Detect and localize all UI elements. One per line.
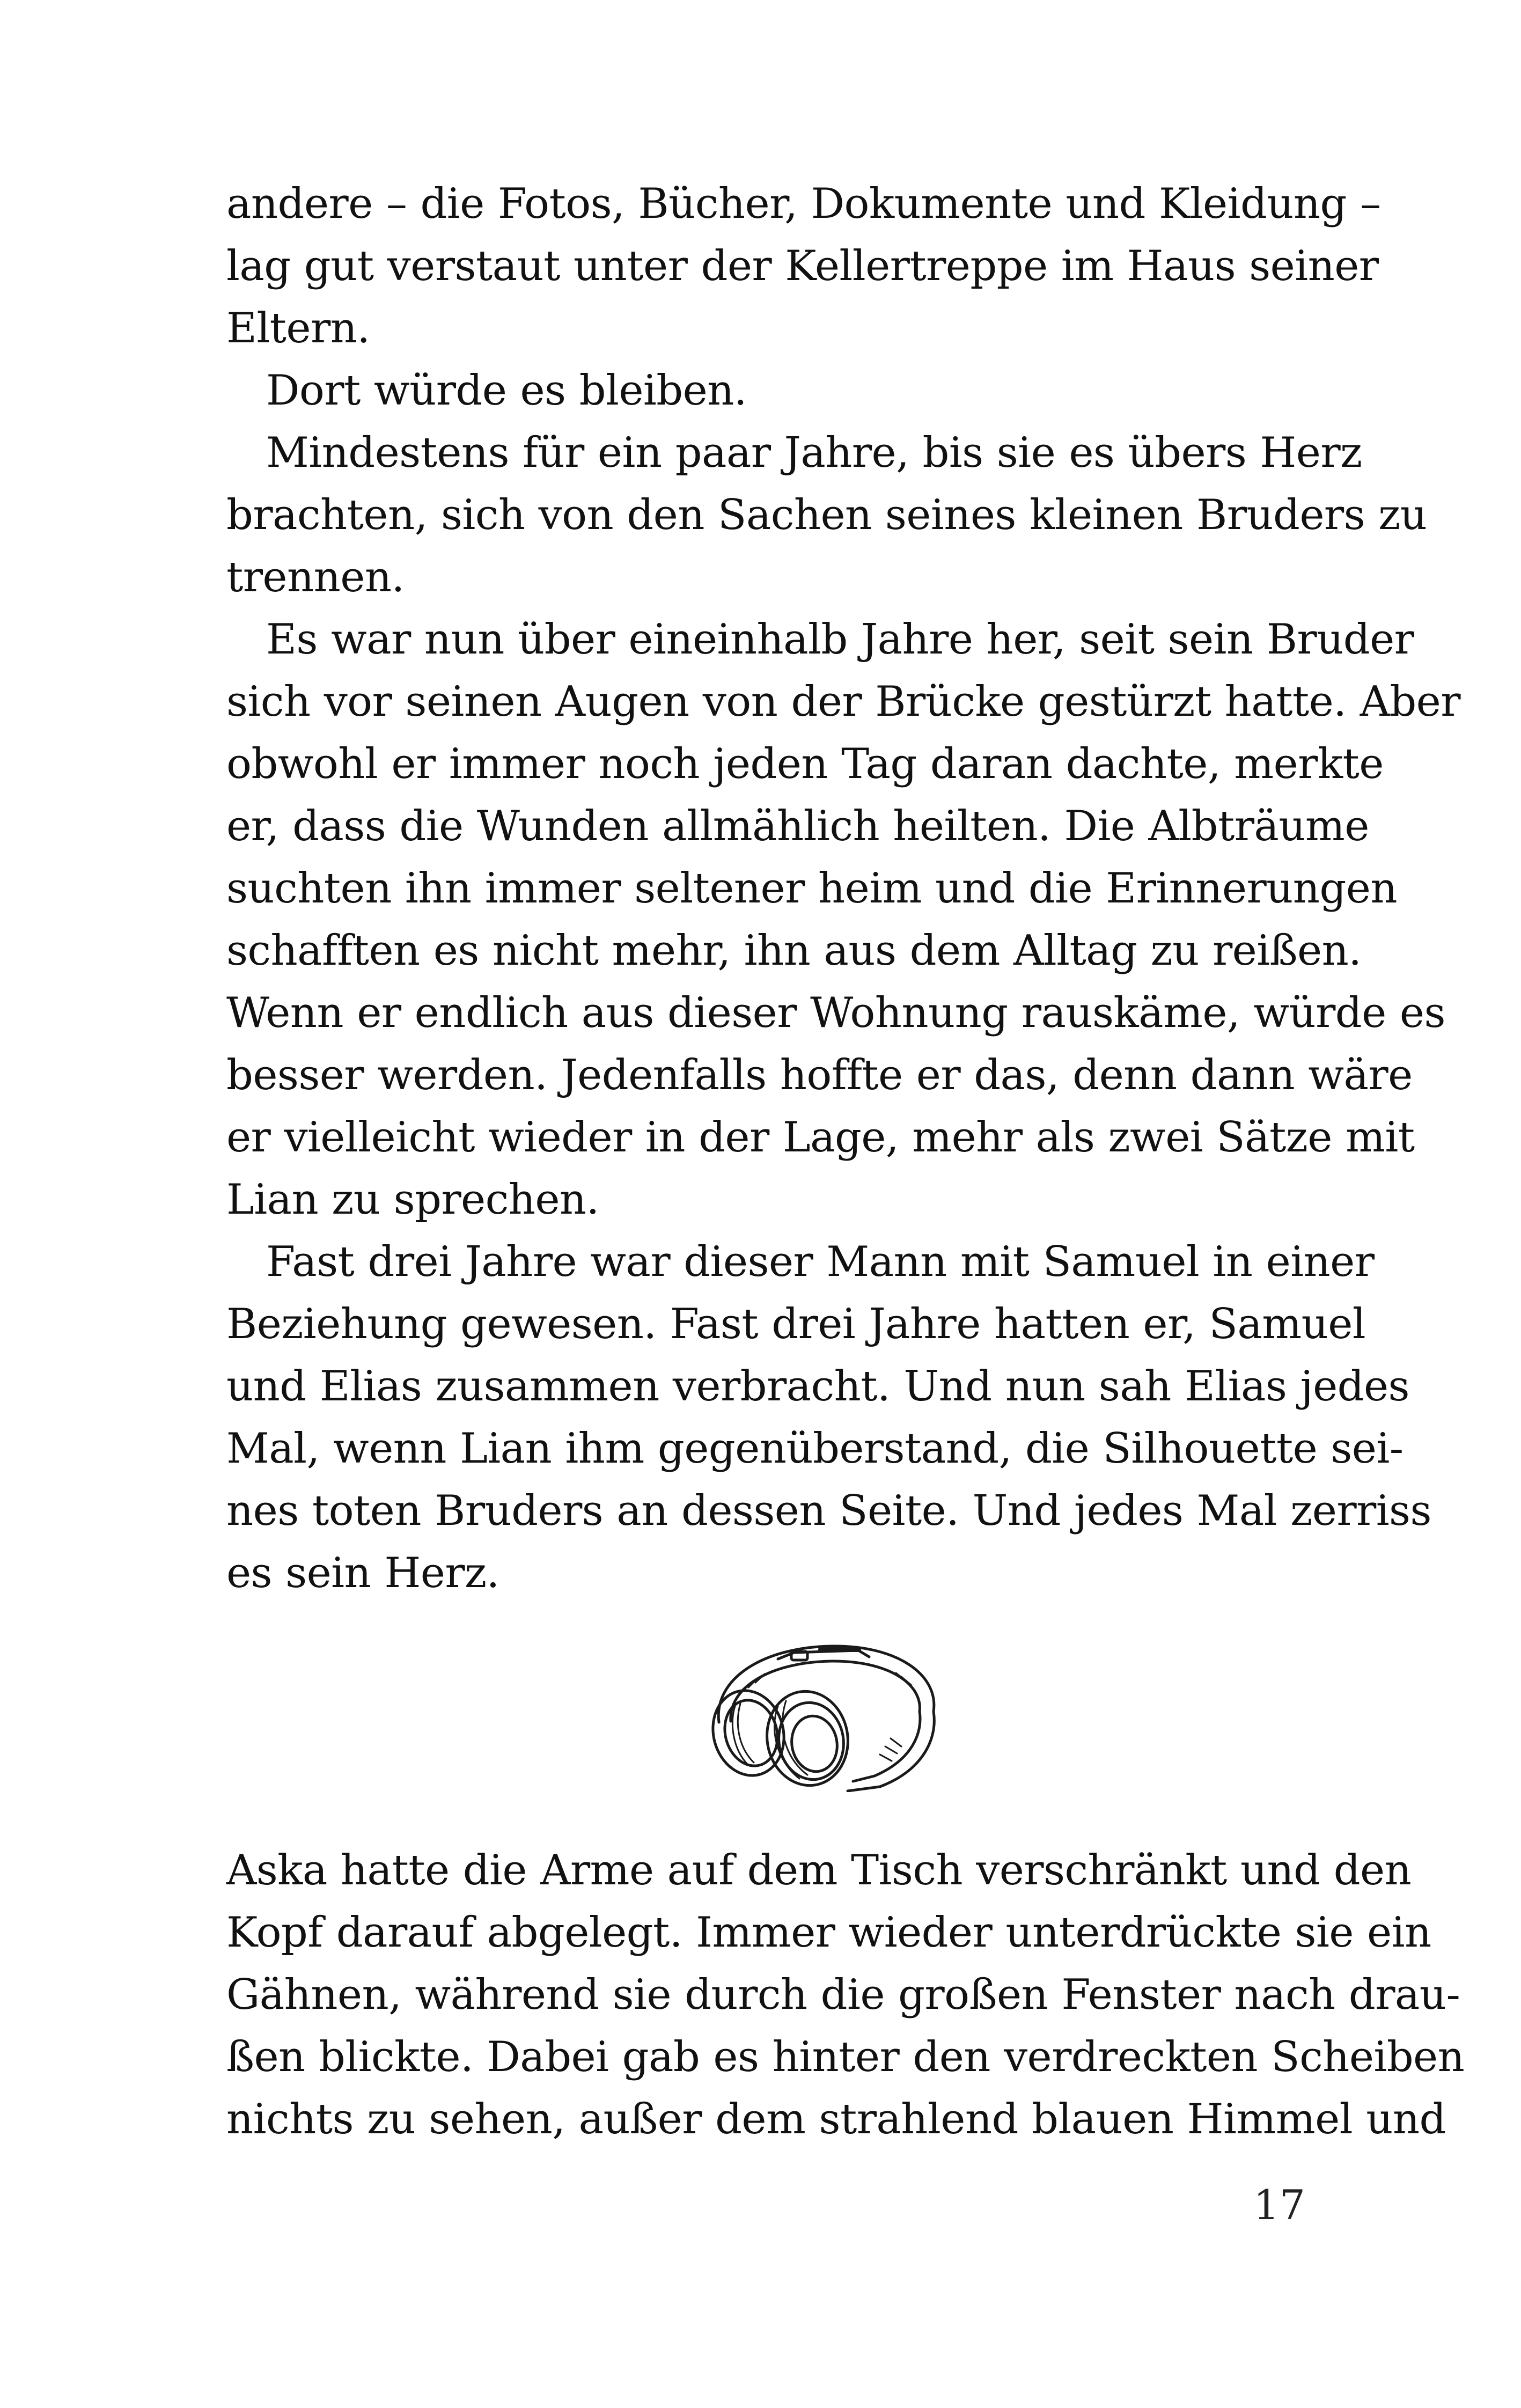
text-line: brachten, sich von den Sachen seines kleinen Bruders zu <box>226 491 1427 539</box>
text-line: Mal, wenn Lian ihm gegenüberstand, die Silhouette sei- <box>226 1425 1404 1473</box>
text-line: Gähnen, während sie durch die großen Fenster nach drau- <box>226 1971 1460 2019</box>
text-line: Eltern. <box>226 304 370 353</box>
text-line: nichts zu sehen, außer dem strahlend blauen Himmel und <box>226 2095 1446 2143</box>
text-block-top <box>226 173 1460 1604</box>
text-line: Kopf darauf abgelegt. Immer wieder unterdrückte sie ein <box>226 1908 1431 1957</box>
text-line: Beziehung gewesen. Fast drei Jahre hatten er, Samuel <box>226 1300 1366 1348</box>
headphones-icon <box>697 1631 955 1792</box>
text-line: Dort würde es bleiben. <box>266 366 747 415</box>
text-line: andere – die Fotos, Bücher, Dokumente und Kleidung – <box>226 180 1381 228</box>
text-line: suchten ihn immer seltener heim und die Erinnerungen <box>226 864 1397 913</box>
text-line: Mindestens für ein paar Jahre, bis sie es übers Herz <box>266 429 1362 477</box>
text-line: Aska hatte die Arme auf dem Tisch verschränkt und den <box>226 1846 1412 1895</box>
page-number: 17 <box>1253 2181 1305 2229</box>
text-line: besser werden. Jedenfalls hoffte er das, denn dann wäre <box>226 1051 1413 1099</box>
paragraph <box>226 359 1305 422</box>
text-line: sich vor seinen Augen von der Brücke gestürzt hatte. Aber <box>226 678 1460 726</box>
text-line: Wenn er endlich aus dieser Wohnung rauskäme, würde es <box>226 989 1445 1037</box>
text-line: es sein Herz. <box>226 1549 499 1597</box>
text-line: Es war nun über eineinhalb Jahre her, seit sein Bruder <box>266 615 1414 664</box>
text-line: ßen blickte. Dabei gab es hinter den verdreckten Scheiben <box>226 2033 1465 2081</box>
text-line: nes toten Bruders an dessen Seite. Und jedes Mal zerriss <box>226 1487 1431 1535</box>
paragraph <box>226 422 1427 608</box>
text-line: Fast drei Jahre war dieser Mann mit Samuel in einer <box>266 1238 1375 1286</box>
paragraph <box>226 1839 1465 2150</box>
text-line: trennen. <box>226 553 405 601</box>
text-line: und Elias zusammen verbracht. Und nun sah Elias jedes <box>226 1362 1409 1411</box>
text-line: obwohl er immer noch jeden Tag daran dachte, merkte <box>226 740 1384 788</box>
paragraph <box>226 608 1460 1231</box>
paragraph <box>226 173 1381 359</box>
text-line: er, dass die Wunden allmählich heilten. Die Albträume <box>226 802 1369 850</box>
text-block-bottom <box>226 1839 1465 2150</box>
text-line: Lian zu sprechen. <box>226 1176 599 1224</box>
text-line: er vielleicht wieder in der Lage, mehr als zwei Sätze mit <box>226 1113 1415 1162</box>
text-line: lag gut verstaut unter der Kellertreppe im Haus seiner <box>226 242 1379 290</box>
paragraph <box>226 1231 1431 1604</box>
text-line: schafften es nicht mehr, ihn aus dem Alltag zu reißen. <box>226 927 1362 975</box>
